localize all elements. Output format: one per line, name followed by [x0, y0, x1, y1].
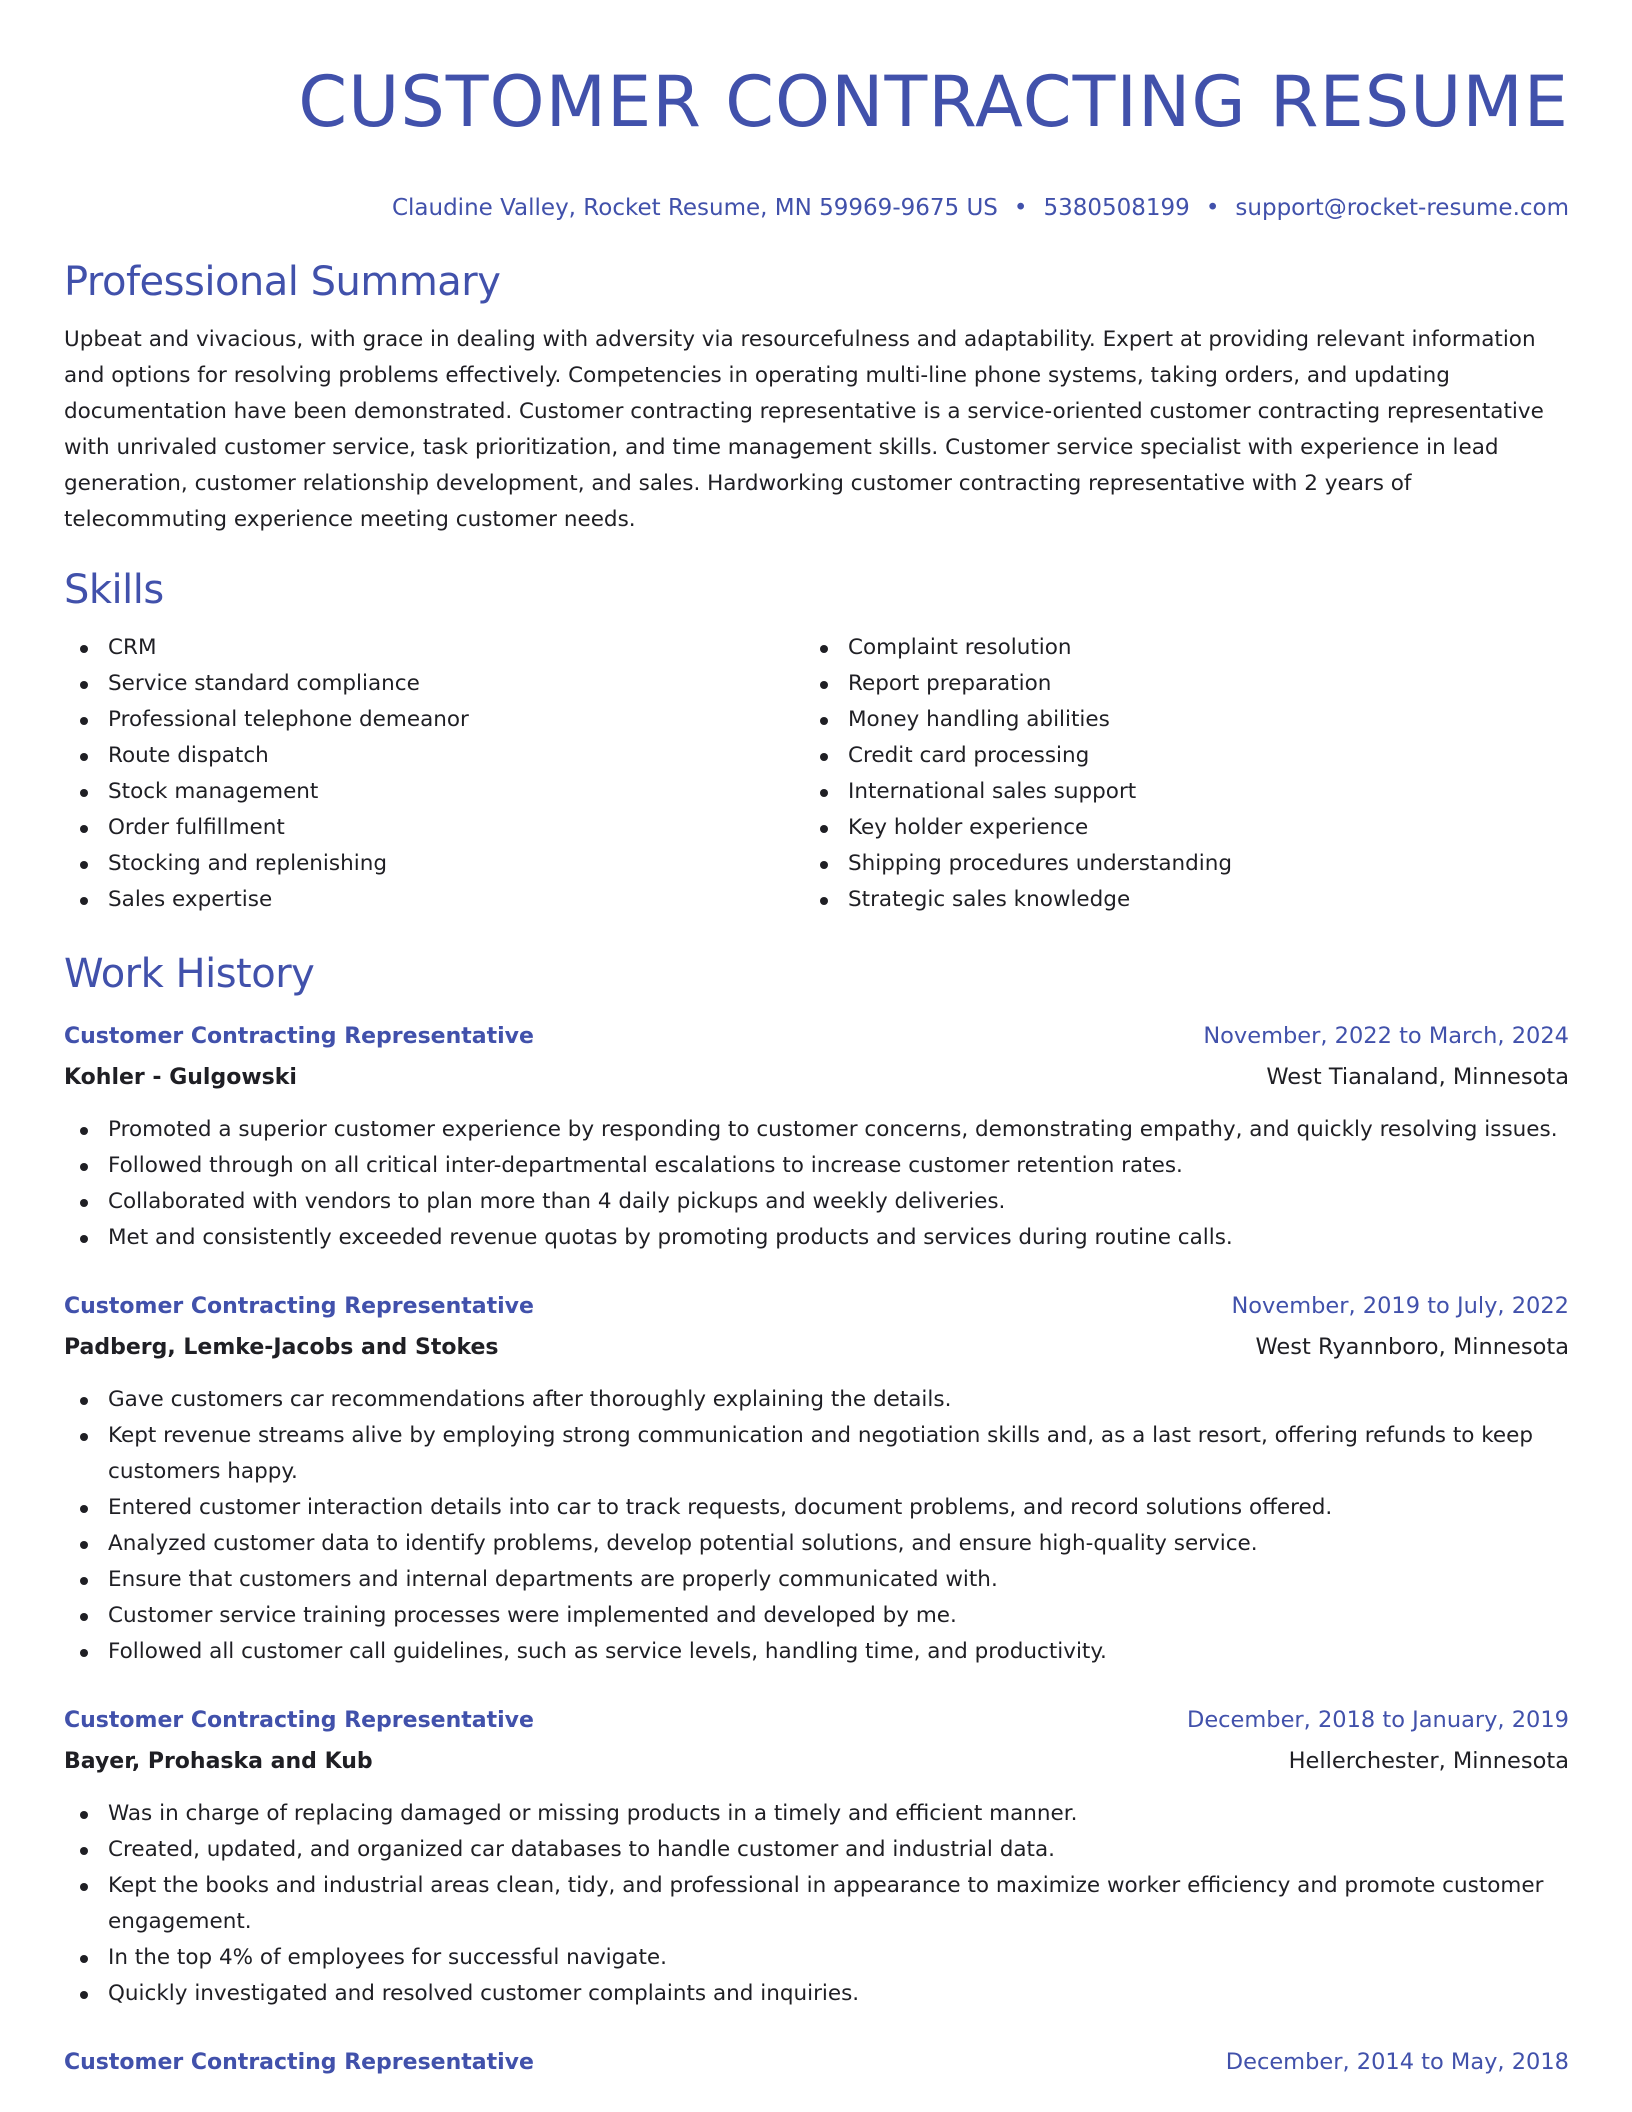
work-history-heading: Work History — [64, 951, 315, 997]
job-duty: Analyzed customer data to identify problems, develop potential solutions, and ensure high-quality service. — [64, 1526, 1569, 1562]
job-duty: Entered customer interaction details into car to track requests, document problems, and record solutions offered. — [64, 1490, 1569, 1526]
job-duties — [64, 1796, 1569, 2012]
job-location: West Ryannboro, Minnesota — [1255, 1334, 1569, 1360]
skill-item: Key holder experience — [804, 810, 1544, 846]
skill-item: Route dispatch — [64, 738, 804, 774]
summary-text: Upbeat and vivacious, with grace in dealing with adversity via resourcefulness and adaptability. Expert at providing relevant information and options for resolving problems effectively. Competencies in operating multi-line phone systems, taking orders, and updating documentation have been demonstrated. Customer contracting representative is a service-oriented customer contracting representative with unrivaled customer service, task prioritization, and time management skills. Customer service specialist with experience in lead generation, customer relationship development, and sales. Hardworking customer contracting representative with 2 years of telecommuting experience meeting customer needs. — [64, 327, 1544, 532]
job-entry — [64, 2044, 1569, 2081]
skill-item: Credit card processing — [804, 738, 1544, 774]
job-entry — [64, 1288, 1569, 1670]
job-duty: Followed through on all critical inter-departmental escalations to increase customer retention rates. — [64, 1148, 1569, 1184]
job-location: Hellerchester, Minnesota — [1288, 1748, 1569, 1774]
job-duty: Customer service training processes were implemented and developed by me. — [64, 1598, 1569, 1634]
job-location: West Tianaland, Minnesota — [1266, 1064, 1569, 1090]
skills-list-left — [64, 630, 804, 918]
skill-item: CRM — [64, 630, 804, 666]
skill-item: Order fulfillment — [64, 810, 804, 846]
job-title: Customer Contracting Representative — [64, 2050, 534, 2075]
job-entry — [64, 1018, 1569, 1256]
job-dates: December, 2018 to January, 2019 — [1187, 1707, 1569, 1733]
job-duty: Was in charge of replacing damaged or missing products in a timely and efficient manner. — [64, 1796, 1569, 1832]
skill-item: Report preparation — [804, 666, 1544, 702]
job-duty: Kept the books and industrial areas clean, tidy, and professional in appearance to maximize worker efficiency and promote customer engagement. — [64, 1868, 1569, 1940]
skill-item: Sales expertise — [64, 882, 804, 918]
job-duty: Followed all customer call guidelines, such as service levels, handling time, and productivity. — [64, 1634, 1569, 1670]
contact-phone: 5380508199 — [1043, 195, 1190, 221]
job-duty: Gave customers car recommendations after thoroughly explaining the details. — [64, 1382, 1569, 1418]
job-company: Padberg, Lemke-Jacobs and Stokes — [64, 1335, 499, 1360]
contact-separator: • — [1205, 195, 1220, 221]
job-duty: Created, updated, and organized car databases to handle customer and industrial data. — [64, 1832, 1569, 1868]
job-duties — [64, 1112, 1569, 1256]
job-entry — [64, 1702, 1569, 2012]
job-duties — [64, 1382, 1569, 1670]
skill-item: Professional telephone demeanor — [64, 702, 804, 738]
contact-separator: • — [1013, 195, 1028, 221]
job-dates: November, 2019 to July, 2022 — [1231, 1293, 1569, 1319]
job-duty: In the top 4% of employees for successful navigate. — [64, 1940, 1569, 1976]
skill-item: Money handling abilities — [804, 702, 1544, 738]
resume-title: CUSTOMER CONTRACTING RESUME — [298, 61, 1569, 143]
skill-item: Strategic sales knowledge — [804, 882, 1544, 918]
contact-line — [64, 192, 1569, 224]
contact-email[interactable]: support@rocket-resume.com — [1235, 195, 1569, 221]
skill-item: Stock management — [64, 774, 804, 810]
summary-heading: Professional Summary — [64, 259, 501, 305]
skills-section — [64, 564, 1569, 918]
job-duty: Collaborated with vendors to plan more than 4 daily pickups and weekly deliveries. — [64, 1184, 1569, 1220]
work-history-section — [64, 948, 1569, 2081]
job-dates: November, 2022 to March, 2024 — [1203, 1023, 1569, 1049]
skill-item: Stocking and replenishing — [64, 846, 804, 882]
job-duty: Quickly investigated and resolved customer complaints and inquiries. — [64, 1976, 1569, 2012]
contact-address: Claudine Valley, Rocket Resume, MN 59969-9675 US — [391, 195, 998, 221]
skills-heading: Skills — [64, 567, 164, 613]
skill-item: International sales support — [804, 774, 1544, 810]
job-title: Customer Contracting Representative — [64, 1708, 534, 1733]
skill-item: Shipping procedures understanding — [804, 846, 1544, 882]
job-duty: Ensure that customers and internal departments are properly communicated with. — [64, 1562, 1569, 1598]
job-duty: Kept revenue streams alive by employing strong communication and negotiation skills and, as a last resort, offering refunds to keep customers happy. — [64, 1418, 1569, 1490]
summary-section — [64, 256, 1569, 538]
job-title: Customer Contracting Representative — [64, 1024, 534, 1049]
job-title: Customer Contracting Representative — [64, 1294, 534, 1319]
job-duty: Promoted a superior customer experience by responding to customer concerns, demonstrating empathy, and quickly resolving issues. — [64, 1112, 1569, 1148]
job-company: Kohler - Gulgowski — [64, 1065, 297, 1090]
skill-item: Service standard compliance — [64, 666, 804, 702]
job-dates: December, 2014 to May, 2018 — [1225, 2049, 1569, 2075]
job-company: Bayer, Prohaska and Kub — [64, 1749, 373, 1774]
skill-item: Complaint resolution — [804, 630, 1544, 666]
skills-list-right — [804, 630, 1544, 918]
job-duty: Met and consistently exceeded revenue quotas by promoting products and services during routine calls. — [64, 1220, 1569, 1256]
skills-columns — [64, 630, 1569, 918]
